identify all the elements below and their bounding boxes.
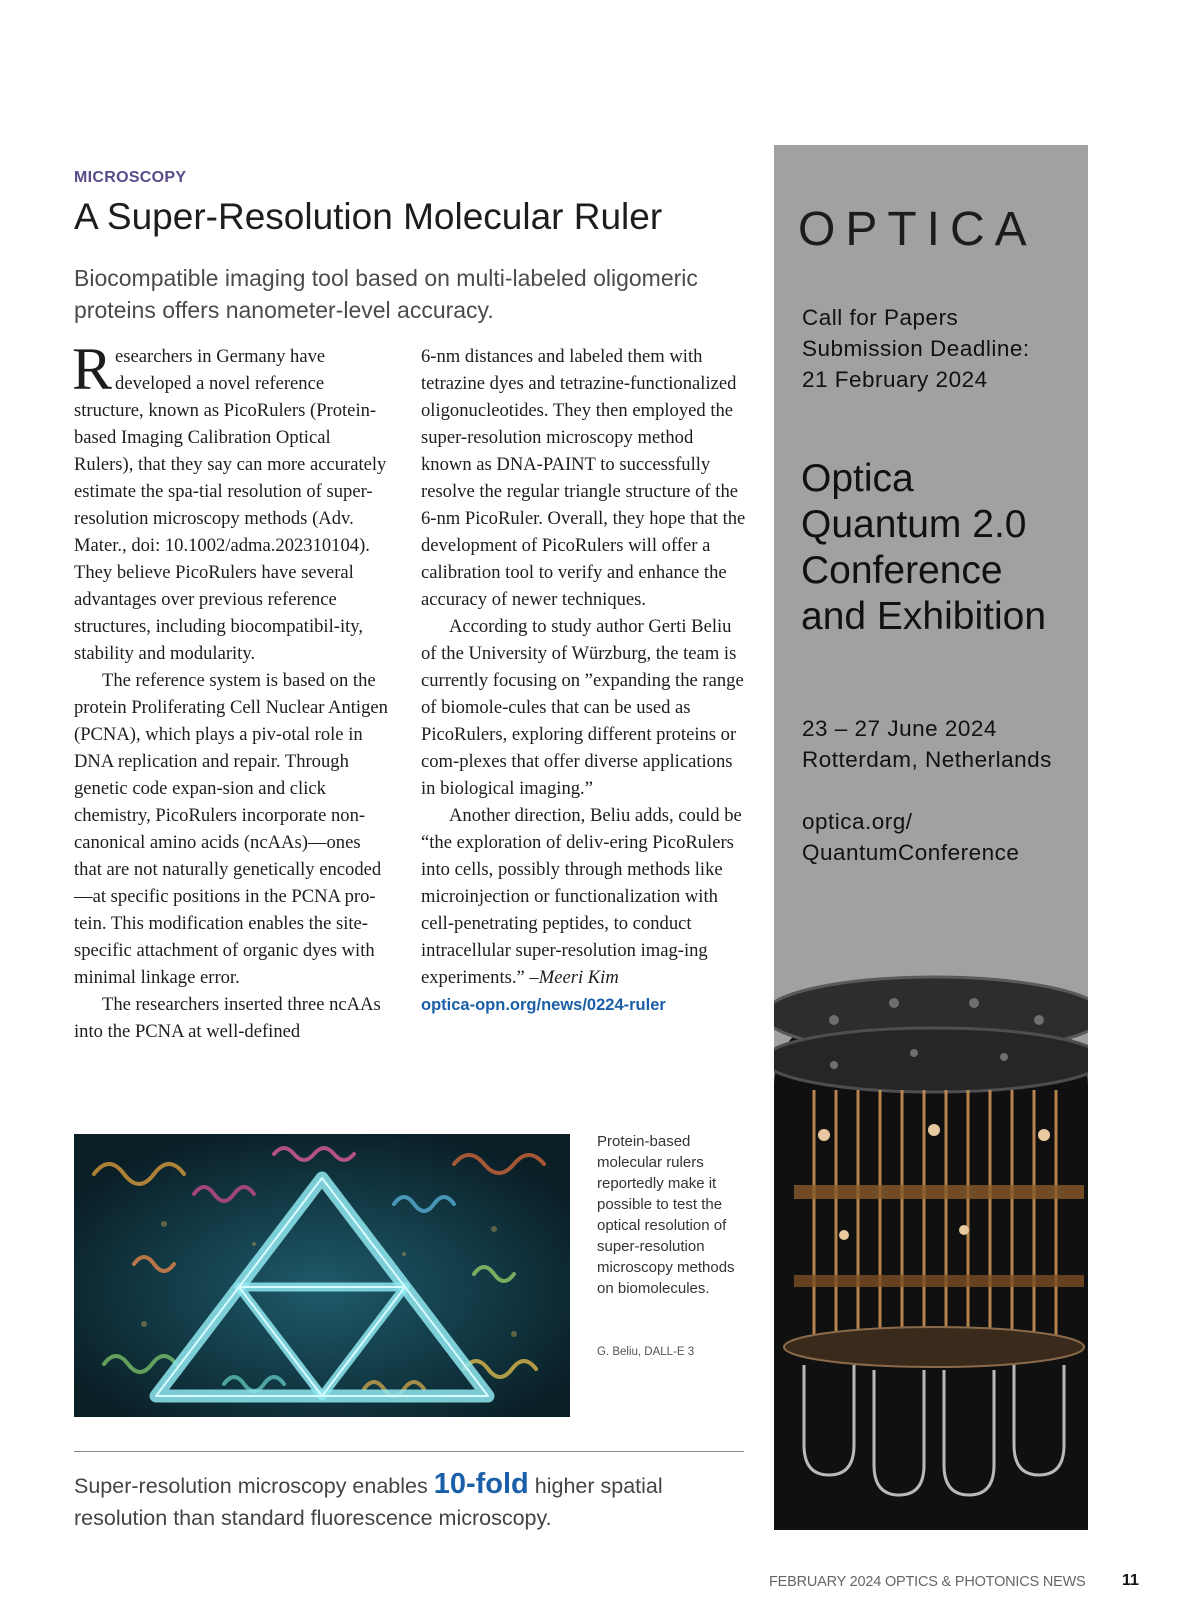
fact-text: Super-resolution microscopy enables — [74, 1474, 434, 1498]
drop-cap: R — [72, 336, 113, 402]
article-title: A Super-Resolution Molecular Ruler — [74, 196, 663, 237]
optica-logo: OPTICA — [798, 203, 1037, 256]
fact-highlight: 10-fold — [433, 1468, 529, 1500]
running-footer: FEBRUARY 2024 OPTICS & PHOTONICS NEWS — [769, 1574, 1086, 1590]
quantum-computer-image — [774, 975, 1088, 1530]
figure-credit: G. Beliu, DALL-E 3 — [597, 1346, 695, 1358]
body-column-1 — [72, 336, 392, 1045]
conference-ad[interactable] — [774, 145, 1088, 1530]
ad-url[interactable]: optica.org/ QuantumConference — [802, 809, 1020, 865]
article-link-line — [421, 991, 747, 1019]
figure-caption: Protein-based molecular rulers reportedly make it possible to test the optical resolution of super-resolution microscopy methods on biomolecules. — [597, 1133, 735, 1297]
paragraph-text: esearchers in Germany have developed a novel reference structure, known as PicoRulers (Protein-based Imaging Calibration Optical Rulers), that they say can more accurately estimate the spa-tial resolution of super-resolution microscopy methods (Adv. Mater., doi: 10.1002/adma.202310104). They believe PicoRulers have several advantages over previous reference structures, including biocompatibil-ity, stability and modularity. — [74, 346, 387, 664]
ad-dates-location: 23 – 27 June 2024 Rotterdam, Netherlands — [802, 716, 1052, 772]
body-paragraph: The researchers inserted three ncAAs into the PCNA at well-defined — [74, 994, 381, 1042]
paragraph-text: Another direction, Beliu adds, could be “the exploration of deliv-ering PicoRulers into cells, possibly through methods like microinjection or functionalization with cell-penetrating peptides, to conduct intracellular super-resolution imag-ing experiments.” — [421, 805, 742, 988]
body-paragraph: The reference system is based on the protein Proliferating Cell Nuclear Antigen (PCNA), which plays a piv-otal role in DNA replication and repair. Through genetic code expan-sion and click chemistry, PicoRulers incorporate non-canonical amino acids (ncAAs)—ones that are not naturally genetically encoded—at specific positions in the PCNA pro-tein. This modification enables the site-specific attachment of organic dyes with minimal linkage error. — [74, 670, 388, 988]
ad-conference-title: Optica Quantum 2.0 Conference and Exhibition — [801, 457, 1047, 638]
article-dek: Biocompatible imaging tool based on multi-labeled oligomeric proteins offers nanometer-level accuracy. — [74, 265, 698, 323]
protein-triangle-illustration — [74, 1134, 570, 1417]
section-kicker: MICROSCOPY — [74, 169, 187, 186]
author-byline: –Meeri Kim — [524, 967, 619, 988]
page-number: 11 — [1122, 1572, 1139, 1589]
divider — [74, 1451, 744, 1452]
ad-call-for-papers: Call for Papers Submission Deadline: 21 February 2024 — [802, 305, 1030, 392]
body-paragraph: 6-nm distances and labeled them with tetrazine dyes and tetrazine-functionalized oligonucleotides. They then employed the super-resolution microscopy method known as DNA-PAINT to successfully resolve the regular triangle structure of the 6-nm PicoRuler. Overall, they hope that the development of PicoRulers will offer a calibration tool to verify and enhance the accuracy of newer techniques. — [421, 346, 746, 610]
body-paragraph — [72, 336, 392, 667]
body-column-2 — [421, 343, 747, 1019]
fact-text: higher spatial resolution than standard fluorescence microscopy. — [74, 1474, 663, 1530]
body-paragraph — [421, 802, 747, 991]
article-link[interactable]: optica-opn.org/news/0224-ruler — [421, 996, 666, 1014]
figure-image — [74, 1134, 570, 1417]
fact-callout — [74, 1468, 754, 1534]
body-paragraph: According to study author Gerti Beliu of the University of Würzburg, the team is currently focusing on ”expanding the range of biomole-cules that can be used as PicoRulers, exploring different proteins or com-plexes that offer diverse applications in biological imaging.” — [421, 616, 744, 799]
